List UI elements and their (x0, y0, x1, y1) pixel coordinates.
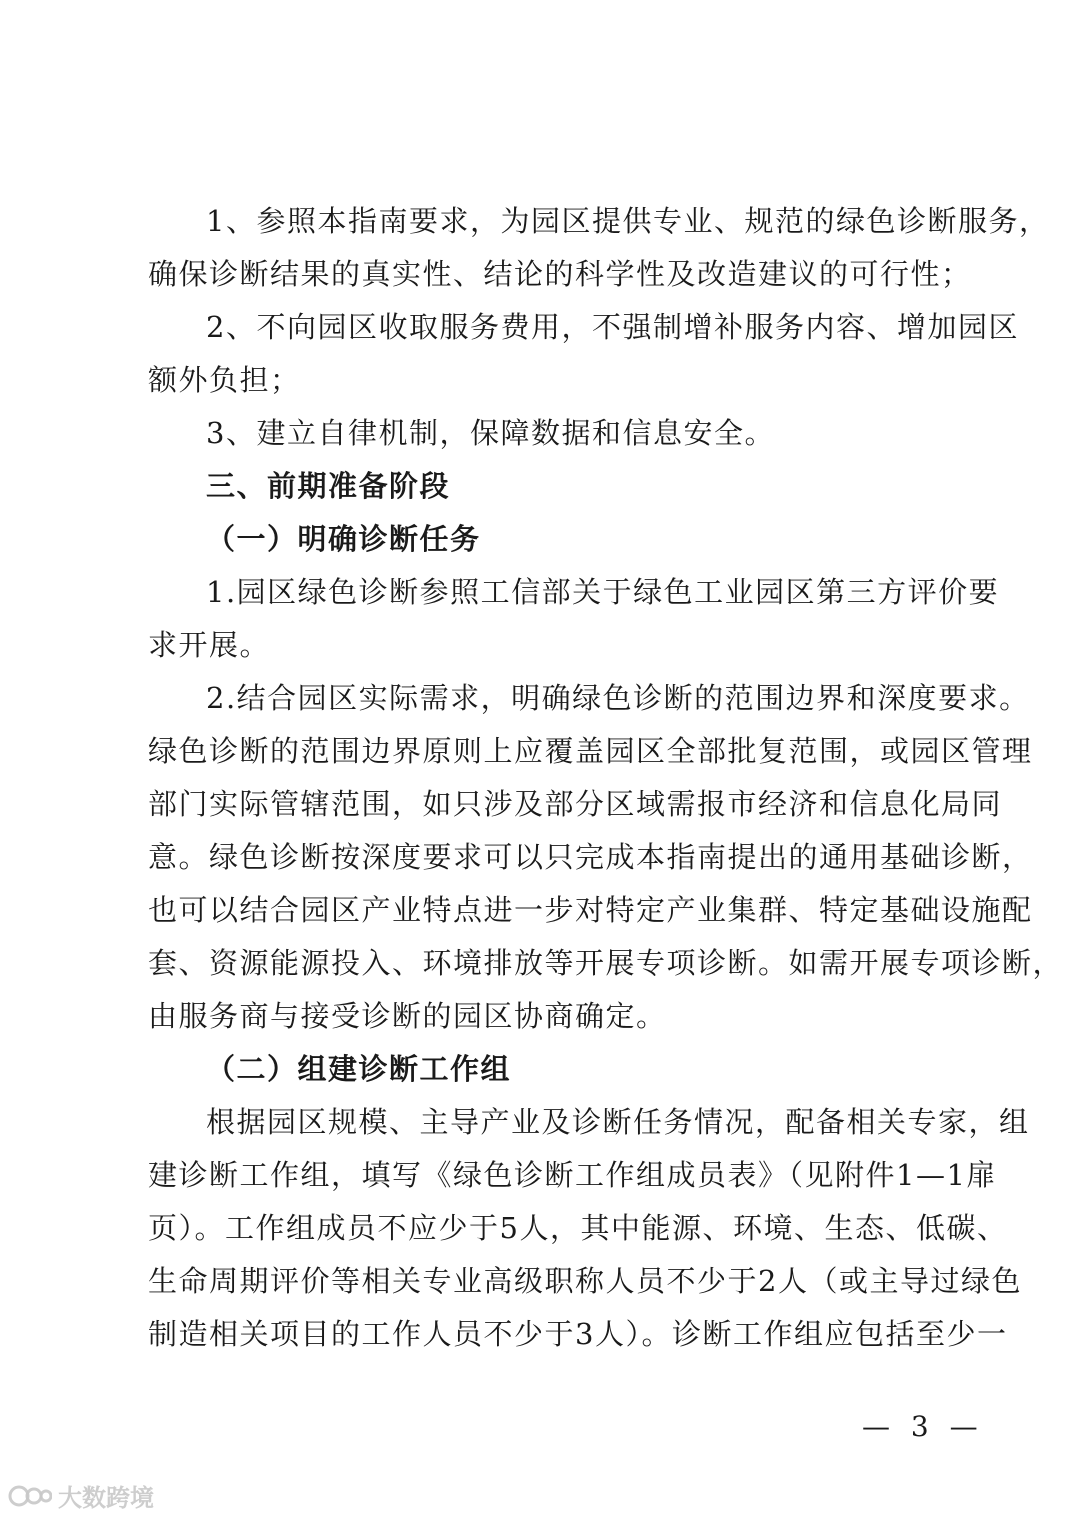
text-line: 求开展。 (148, 628, 271, 662)
text-line: 1、参照本指南要求，为园区提供专业、规范的绿色诊断服务， (206, 204, 1050, 238)
text-line: 3、建立自律机制，保障数据和信息安全。 (206, 416, 775, 450)
text-line: 1.园区绿色诊断参照工信部关于绿色工业园区第三方评价要 (206, 575, 1000, 609)
text-line: 2.结合园区实际需求，明确绿色诊断的范围边界和深度要求。 (206, 681, 1030, 715)
watermark-text: 大数跨境 (58, 1484, 154, 1512)
watermark-logo-icon (8, 1483, 52, 1509)
text-line: 根据园区规模、主导产业及诊断任务情况，配备相关专家，组 (206, 1105, 1030, 1139)
text-line: 建诊断工作组，填写《绿色诊断工作组成员表》（见附件1—1扉 (148, 1158, 997, 1192)
text-line: 制造相关项目的工作人员不少于3人）。诊断工作组应包括至少一 (148, 1317, 1008, 1351)
text-line: 套、资源能源投入、环境排放等开展专项诊断。如需开展专项诊断， (148, 946, 1064, 980)
text-line: 部门实际管辖范围，如只涉及部分区域需报市经济和信息化局同 (148, 787, 1003, 821)
text-line: 由服务商与接受诊断的园区协商确定。 (148, 999, 667, 1033)
text-line: 绿色诊断的范围边界原则上应覆盖园区全部批复范围，或园区管理 (148, 734, 1033, 768)
subsection-heading: （二）组建诊断工作组 (206, 1052, 512, 1086)
text-line: 意。绿色诊断按深度要求可以只完成本指南提出的通用基础诊断， (148, 840, 1033, 874)
text-line: 页）。工作组成员不应少于5人，其中能源、环境、生态、低碳、 (148, 1211, 1008, 1245)
text-line: 也可以结合园区产业特点进一步对特定产业集群、特定基础设施配 (148, 893, 1033, 927)
text-line: 生命周期评价等相关专业高级职称人员不少于2人（或主导过绿色 (148, 1264, 1022, 1298)
watermark (8, 1478, 154, 1513)
body-text (148, 195, 1064, 1361)
section-heading: 三、前期准备阶段 (206, 469, 451, 503)
text-line: 额外负担； (148, 363, 301, 397)
text-line: 确保诊断结果的真实性、结论的科学性及改造建议的可行性； (148, 257, 972, 291)
page-number: — 3 — (862, 1410, 984, 1443)
subsection-heading: （一）明确诊断任务 (206, 522, 481, 556)
text-line: 2、不向园区收取服务费用，不强制增补服务内容、增加园区 (206, 310, 1019, 344)
